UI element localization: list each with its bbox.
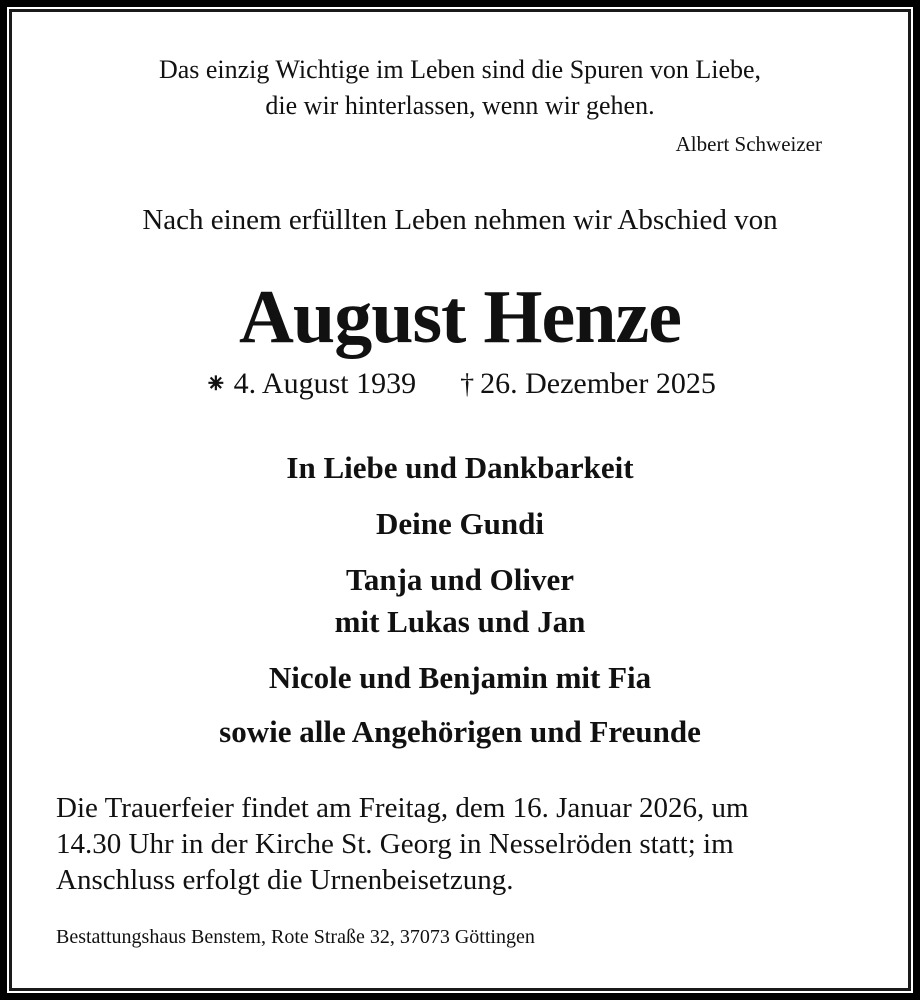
quote [12, 52, 908, 124]
mourner-group: sowie alle Angehörigen und Freunde [219, 714, 701, 749]
death-cross-icon: † [460, 369, 475, 400]
obituary-notice [12, 12, 908, 988]
quote-line: Das einzig Wichtige im Leben sind die Spuren von Liebe, [158, 55, 762, 84]
death-date: 26. Dezember 2025 [480, 367, 716, 400]
quote-line: die wir hinterlassen, wenn wir gehen. [265, 91, 655, 120]
mourner-group: Deine Gundi [376, 506, 544, 541]
birth-star-icon: ⁕ [204, 369, 228, 400]
birth-date: 4. August 1939 [233, 367, 417, 400]
ceremony-info [56, 790, 868, 898]
funeral-home: Bestattungshaus Benstem, Rote Straße 32, 37073 Göttingen [56, 926, 535, 948]
quote-author: Albert Schweizer [675, 132, 822, 156]
mourner-group-sub: mit Lukas und Jan [334, 604, 586, 639]
mourner-group: Nicole und Benjamin mit Fia [268, 660, 652, 695]
mourner-group: Tanja und Oliver [346, 562, 574, 597]
dedication: In Liebe und Dankbarkeit [286, 450, 634, 485]
deceased-name: August Henze [239, 275, 681, 359]
ceremony-line: Die Trauerfeier findet am Freitag, dem 16. Januar 2026, um [56, 792, 749, 824]
life-dates [12, 367, 908, 401]
ceremony-line: 14.30 Uhr in der Kirche St. Georg in Nesselröden statt; im [56, 828, 734, 860]
intro-text: Nach einem erfüllten Leben nehmen wir Abschied von [142, 204, 778, 236]
ceremony-line: Anschluss erfolgt die Urnenbeisetzung. [56, 864, 514, 896]
